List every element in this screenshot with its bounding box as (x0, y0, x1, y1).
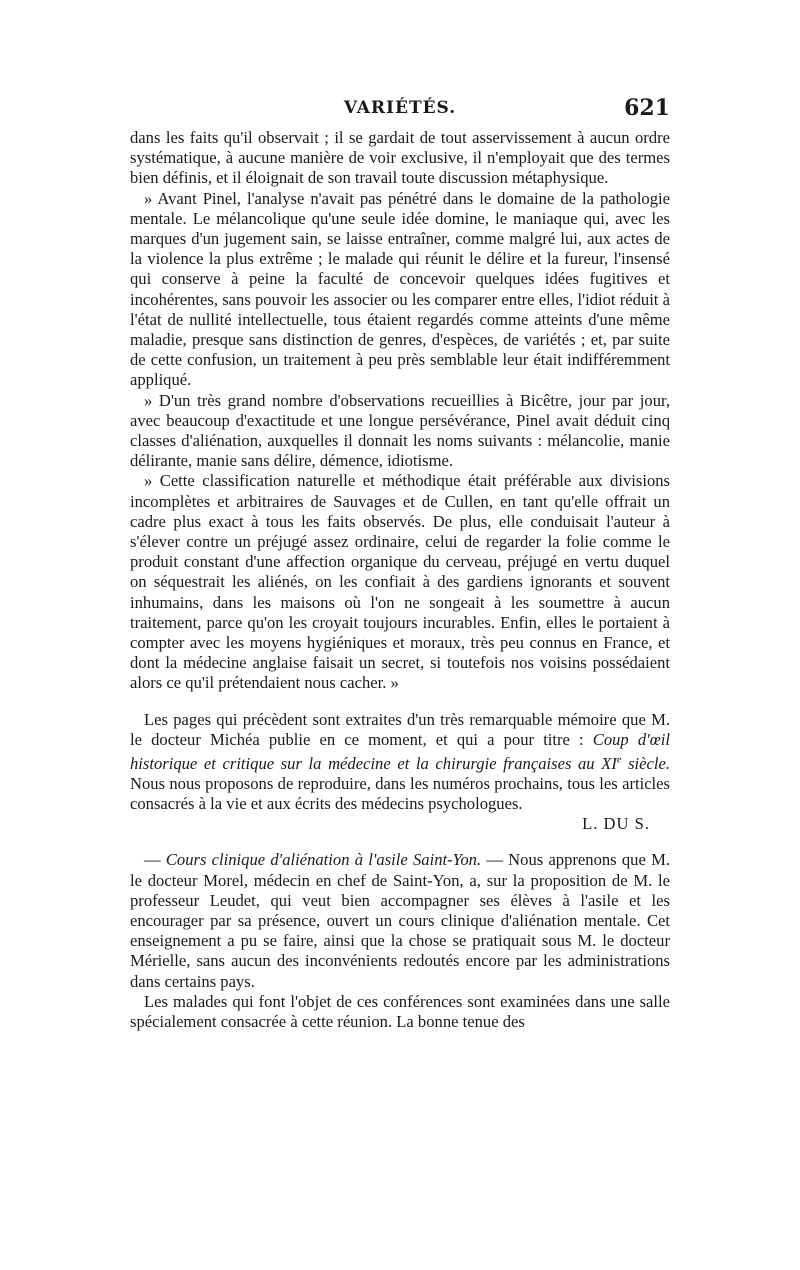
signature: L. DU S. (582, 814, 650, 834)
paragraph: » Cette classification naturelle et méthodique était préférable aux divisions incomplètes et arbitraires de Sauvages et de Cullen, en tant qu'elle offrait un cadre plus exact à tous les faits observés. De plus, elle conduisait l'auteur à s'élever contre un préjugé assez ordinaire, celui de regarder la folie comme le produit constant d'une affection organique du cerveau, préjugé en vertu duquel on séquestrait les aliénés, on les confiait à des gardiens ignorants et souvent inhumains, dans les maisons où l'on ne songeait à les soumettre à aucun traitement, parce qu'on les croyait toujours incurables. Enfin, elles le portaient à compter avec les moyens hygiéniques et moraux, très peu connus en France, et dont la médecine anglaise faisait un secret, si toutefois nos voisins possédaient alors ce qu'il prétendaient nous cacher. » (130, 471, 670, 693)
paragraph: Les malades qui font l'objet de ces conférences sont examinées dans une salle spécialement consacrée à cette réunion. La bonne tenue des (130, 991, 670, 1032)
page-header (130, 95, 670, 122)
clinic-note-text: — Nous apprenons que M. le docteur Morel, médecin en chef de Saint-Yon, a, sur la proposition de M. le professeur Leudet, qui veut bien accompagner ses élèves à l'asile et les encourager par sa présence, ouvert un cours clinique d'aliénation mentale. Cet enseignement a pu se faire, ainsi que la chose se pratiquait sous M. le docteur Mérielle, sans aucun des inconvénients redoutés encore par les administrations dans certains pays. (130, 850, 670, 991)
clinic-note-title: Cours clinique d'aliénation à l'asile Saint-Yon. (165, 850, 482, 870)
page-body (130, 128, 670, 1032)
paragraph: » Avant Pinel, l'analyse n'avait pas pénétré dans le domaine de la pathologie mentale. Le mélancolique qu'une seule idée domine, le maniaque qui, avec les marques d'un jugement sain, se laisse entraîner, comme malgré lui, aux actes de la violence la plus extrême ; le malade qui réunit le délire et la fureur, l'insensé qui conserve à peine la faculté de concevoir quelques idées fugitives et incohérentes, sans pouvoir les associer ou les comparer entre elles, l'idiot réduit à l'état de nullité intellectuelle, tous étaient regardés comme atteints d'une même maladie, presque sans distinction de genres, d'espèces, de variétés ; et, par suite de cette confusion, un traitement à peu près semblable leur était indifféremment appliqué. (130, 188, 670, 390)
editor-note-continuation: Nous nous proposons de reproduire, dans les numéros prochains, tous les articles consacrés à la vie et aux écrits des médecins psychologues. (130, 773, 670, 814)
clinic-note: — Cours clinique d'aliénation à l'asile Saint-Yon. — Nous apprenons que M. le docteur Morel, médecin en chef de Saint-Yon, a, sur la proposition de M. le professeur Leudet, qui veut bien accompagner ses élèves à l'asile et les encourager par sa présence, ouvert un cours clinique d'aliénation mentale. Cet enseignement a pu se faire, ainsi que la chose se pratiquait sous M. le docteur Mérielle, sans aucun des inconvénients redoutés encore par les administrations dans certains pays. (130, 850, 670, 991)
memoir-title: Coup d'œil historique et critique sur la médecine et la chirurgie françaises au XIe siècle. (130, 729, 671, 773)
paragraph: » D'un très grand nombre d'observations recueillies à Bicêtre, jour par jour, avec beaucoup d'exactitude et une longue persévérance, Pinel avait déduit cinq classes d'aliénation, auxquelles il donnait les noms suivants : mélancolie, manie délirante, manie sans délire, démence, idiotisme. (130, 390, 670, 471)
century-superscript: e (616, 754, 622, 766)
editor-note (130, 710, 670, 815)
editor-note-text: Les pages qui précèdent sont extraites d'un très remarquable mémoire que M. le docteur Michéa publie en ce moment, et qui a pour titre : (130, 709, 670, 749)
running-title: VARIÉTÉS. (343, 98, 457, 118)
paragraph: dans les faits qu'il observait ; il se gardait de tout asservissement à aucun ordre systématique, à aucune manière de voir exclusive, il n'employait que des termes bien définis, et il éloignait de son travail toute discussion métaphysique. (130, 128, 670, 188)
page-number: 621 (624, 95, 670, 121)
